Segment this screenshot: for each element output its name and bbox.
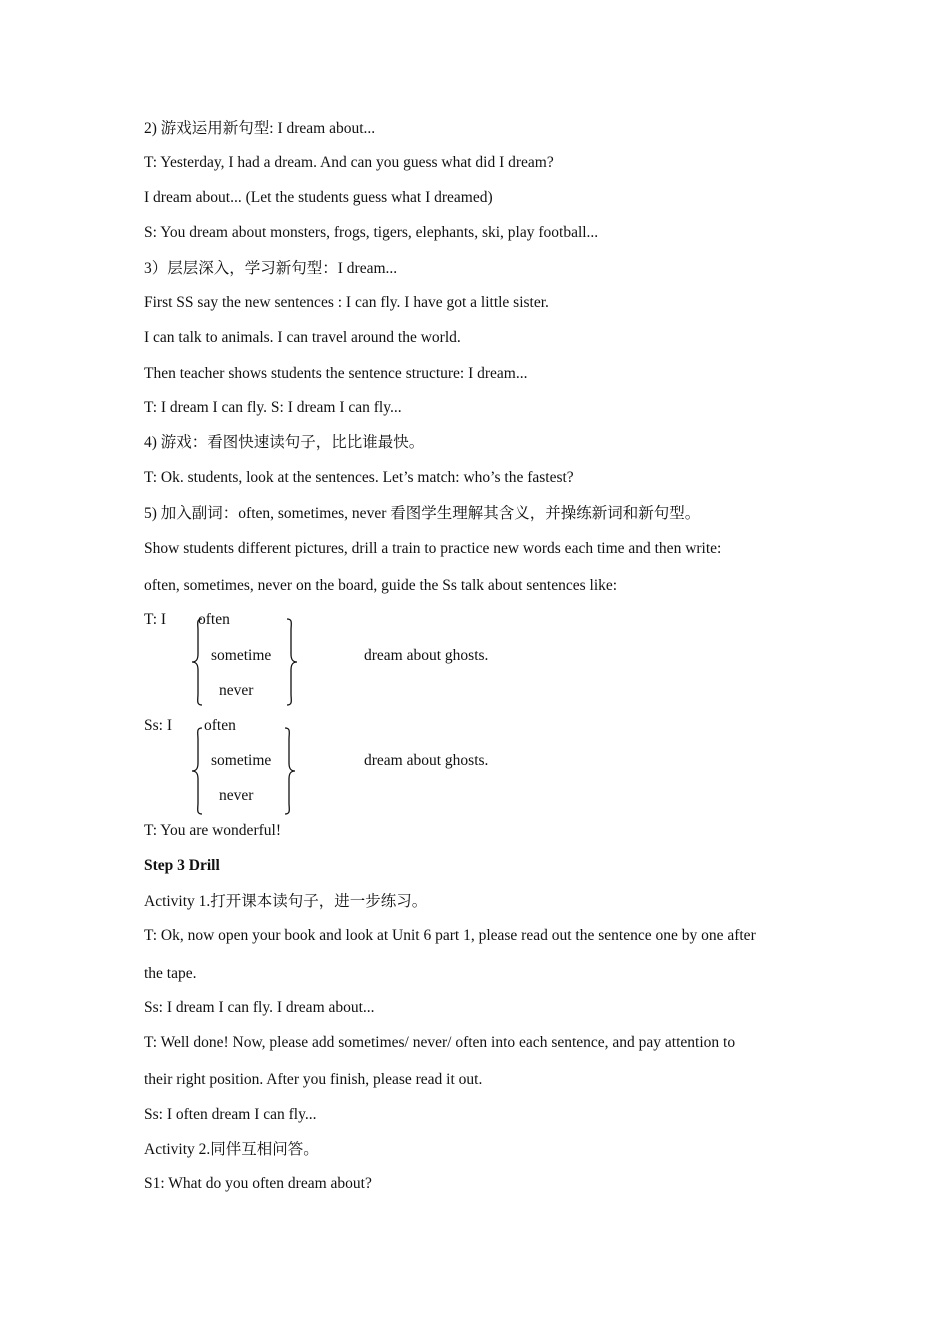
text-line: Activity 1.打开课本读句子，进一步练习。 bbox=[144, 893, 428, 910]
text-line: Ss: I often dream I can fly... bbox=[144, 1106, 317, 1123]
text-line: S1: What do you often dream about? bbox=[144, 1175, 372, 1192]
left-brace-icon bbox=[190, 618, 204, 706]
adverb-never: never bbox=[219, 787, 254, 804]
text-line: 5) 加入副词：often, sometimes, never 看图学生理解其含义，并操练新词和新句型。 bbox=[144, 505, 701, 522]
adverb-often: often bbox=[198, 611, 230, 628]
text-line: T: I dream I can fly. S: I dream I can fly... bbox=[144, 399, 402, 416]
text-line: T: Ok. students, look at the sentences. Let’s match: who’s the fastest? bbox=[144, 469, 574, 486]
text-line: Then teacher shows students the sentence structure: I dream... bbox=[144, 365, 528, 382]
text-line: Show students different pictures, drill a train to practice new words each time and then write: bbox=[144, 540, 722, 557]
adverb-often: often bbox=[204, 717, 236, 734]
structure-speaker: T: I bbox=[144, 611, 167, 628]
adverb-never: never bbox=[219, 682, 254, 699]
text-line: S: You dream about monsters, frogs, tigers, elephants, ski, play football... bbox=[144, 224, 599, 241]
text-line: I can talk to animals. I can travel around the world. bbox=[144, 329, 461, 346]
adverb-sometime: sometime bbox=[211, 752, 272, 769]
structure-phrase: dream about ghosts. bbox=[364, 647, 489, 664]
text-line: First SS say the new sentences : I can fly. I have got a little sister. bbox=[144, 294, 549, 311]
text-line: their right position. After you finish, please read it out. bbox=[144, 1071, 483, 1088]
text-line: I dream about... (Let the students guess what I dreamed) bbox=[144, 189, 493, 206]
right-brace-icon bbox=[285, 618, 299, 706]
text-line: 4) 游戏：看图快速读句子，比比谁最快。 bbox=[144, 434, 425, 451]
section-heading: Step 3 Drill bbox=[144, 857, 220, 874]
structure-phrase: dream about ghosts. bbox=[364, 752, 489, 769]
text-line: often, sometimes, never on the board, guide the Ss talk about sentences like: bbox=[144, 577, 618, 594]
text-line: T: You are wonderful! bbox=[144, 822, 281, 839]
text-line: 2) 游戏运用新句型: I dream about... bbox=[144, 120, 376, 137]
structure-speaker: Ss: I bbox=[144, 717, 172, 734]
adverb-sometime: sometime bbox=[211, 647, 272, 664]
text-line: the tape. bbox=[144, 965, 197, 982]
text-line: 3）层层深入，学习新句型：I dream... bbox=[144, 260, 398, 277]
text-line: Ss: I dream I can fly. I dream about... bbox=[144, 999, 375, 1016]
text-line: T: Well done! Now, please add sometimes/ never/ often into each sentence, and pay attention to bbox=[144, 1034, 736, 1051]
left-brace-icon bbox=[190, 727, 204, 815]
text-line: T: Yesterday, I had a dream. And can you guess what did I dream? bbox=[144, 154, 554, 171]
text-line: T: Ok, now open your book and look at Unit 6 part 1, please read out the sentence one by one after bbox=[144, 927, 756, 944]
text-line: Activity 2.同伴互相问答。 bbox=[144, 1141, 319, 1158]
right-brace-icon bbox=[283, 727, 297, 815]
